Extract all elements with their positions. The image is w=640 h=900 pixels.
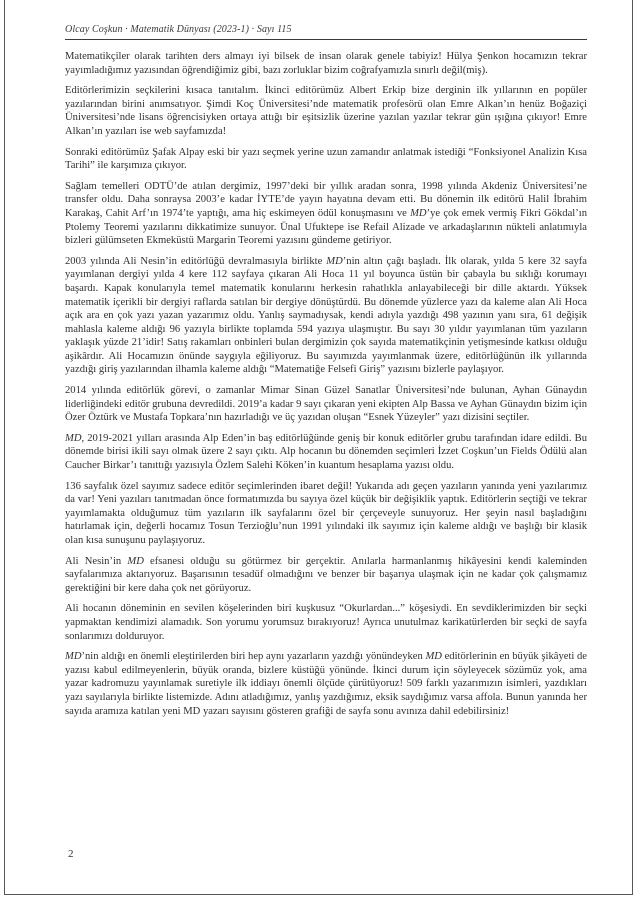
body-text-run: Matematikçiler olarak tarihten ders almayı iyi bilsek de insan olarak genele tabiyiz! Hülya Şenkon hocamızın tekrar yayımladığımız yazısından öğrendiğimiz gibi, bazı zorluklar bizim coğrafyamızla sınırlı değil(miş). (65, 51, 587, 76)
emphasis-text: MD (425, 651, 442, 663)
paragraph (65, 555, 587, 596)
body-text-run: 136 sayfalık özel sayımız sadece editör seçimlerinden ibaret değil! Yukarıda adı geçen yazıların yanında yeni yazılarımız da var! Yeni yazıları tanıtmadan önce formatımızda bu sayıya özel küçük bir değişiklik yaptık. Editörlerin seçtiği ve tekrar yayımlamakta olduğumuz tüm yazıların ilk sayfalarını özel bir çerçeveyle sunuyoruz. Her şeyin nasıl başladığını hatırlamak için, değerli hocamız Tosun Terzioğlu’nun 1991 yılındaki ilk sayımız için kaleme aldığı ve başlığı bir klasik olan kısa sunuşunu paylaşıyoruz. (65, 480, 587, 546)
body-text-run: ’ye çok emek vermiş Fikri Gökdal’ın Ptolemy Teoremi yazılarını dikkatimize sunuyor. Ünal Ufuktepe ise Refail Alizade ve arkadaşlarının nükteli anlatımıyla bizleri gülümseten Ekmeküstü Margarin Teoremi yazısını gündeme getiriyor. (65, 207, 587, 247)
paragraph (65, 480, 587, 548)
paragraph (65, 650, 587, 718)
body-text-run: efsanesi olduğu su götürmez bir gerçektir. Anılarla harmanlanmış hikâyesini kendi kaleminden sayfalarımıza aktarıyoruz. Başarısının tesadüf olmadığını ve benzer bir başarıya ulaşmak için ne kadar çok çalışmamız gerektiğini bir kere daha çok net görüyoruz. (65, 555, 587, 594)
body-text-run: ’nin altın çağı başladı. İlk olarak, yılda 5 kere 32 sayfa yayımlanan dergiyi yılda 4 kere 112 sayfaya çıkaran Ali Hoca 11 yıl boyunca üstün bir çabayla bu sıklığı korumayı başardı. Kapak konularıyla temel matematik konularını herkesin rahatlıkla anlayabileceği bir dille aktardı. Yüksek matematik içerikli bir dergiyi raflarda satılan bir dergiye dönüştürdü. Bu dönemde yüzlerce yazı da kaleme alan Ali Hoca açık ara en çok yazı yazan yazarımız oldu. Yanlış saymadıysak, kendi adıyla yazdığı 498 yazının yanı sıra, 61 değişik mahlasla kaleme aldığı 96 yazıyla birlikte toplamda 594 yazıya ulaşmıştır. Bu sayı 30 yıldır yayımlanan tüm yazıların yaklaşık yüzde 21’idir! Satış rakamları onbinleri bulan dergimizin çok sayıda matematikçinin yetişmesinde katkısı olduğu aşikârdır. Ali Hocamızın önünde saygıyla eğiliyoruz. Bu sayımızda yayımlanmak üzere, editörlüğünün ilk yıllarında yazdığı giriş yazılarından ilhamla kaleme aldığı “Matematiğe Felsefi Giriş” yazısını bizlerle paylaşıyor. (65, 255, 587, 376)
paragraph (65, 146, 587, 173)
body-text-run: Sağlam temelleri ODTÜ’de atılan dergimiz, 1997’deki bir yıllık aradan sonra, 1998 yılında Akdeniz Üniversitesi’ne transfer oldu. Daha sonraysa 2003’e kadar İYTE’de yayın hayatına devam etti. Bu dönemin ilk editörü Halil İbrahim Karakaş, Cahit Arf’ın 1974’te yaptığı, ama hiç eskimeyen ödül konuşmasını ve (65, 180, 587, 219)
body-text-run: , 2019-2021 yılları arasında Alp Eden’in baş editörlüğünde geniş bir konuk editörler grubu tarafından idare edildi. Bu dönemde birisi ikili sayı olmak üzere 2 sayı çıktı. Alp hocanın bu dönemden seçimleri İzzet Coşkun’un Fields Ödülü alan Caucher Birkar’ı tanıttığı yazısıyla Özlem Salehi Köken’in kuantum hesaplama yazısı oldu. (65, 432, 587, 472)
body-text-run: Ali hocanın döneminin en sevilen köşelerinden biri kuşkusuz “Okurlardan...” köşesiydi. En sevdiklerimizden bir seçki yapmaktan kendimizi alamadık. Son yorumu yorumsuz bırakıyoruz! Ayrıca unutulmaz karikatürlerden bir seçki de sayfa sonlarımızı dolduruyor. (65, 603, 587, 642)
emphasis-text: MD (326, 255, 343, 267)
running-header: Olcay Coşkun · Matematik Dünyası (2023-1) · Sayı 115 (65, 24, 292, 35)
emphasis-text: MD (65, 651, 82, 663)
body-text-run: Editörlerimizin seçkilerini kısaca tanıtalım. İkinci editörümüz Albert Erkip bize derginin ilk yıllarının en popüler yazılarından birini anımsatıyor. Şimdi Koç Üniversitesi’nde matematik profesörü olan Emre Alkan’ın henüz Boğaziçi Üniversitesi’nde lisans öğrencisiyken ortaya attığı bir eşitsizlik üzerine yazılan yazılar tekrar gün ışığına çıkıyor! Emre Alkan’ın yazıları ise web sayfamızda! (65, 85, 587, 137)
body-text-run: 2014 yılında editörlük görevi, o zamanlar Mimar Sinan Güzel Sanatlar Üniversitesi’nde bulunan, Ayhan Günaydın liderliğindeki editör grubuna devredildi. 2019’a kadar 9 sayı çıkaran yeni ekipten Alp Bassa ve Ayhan Günaydın bizim için Özer Öztürk ve Mustafa Topkara’nın hazırladığı ve üç yazıdan oluşan “Esnek Yüzeyler” yazı dizisini seçtiler. (65, 385, 587, 424)
body-text-run: editörlerinin en büyük şikâyeti de yazısı kabul edilmeyenlerin, büyük oranda, bizlere küstüğü yönünde. İkinci durum için söyleyecek sözümüz yok, ama yazar kadromuzu yayınlamak suretiyle ilk iddiayı önemli ölçüde çürütüyoruz! 509 farklı yazarımızın isimleri, yazdıkları yazı sayılarıyla birlikte listemizde. Adını atladığımız, yanlış yazdığımız, eksik saydığımız varsa affola. Bunun yanında her sayıda aramıza katılan yeni MD yazarı sayısını gösteren grafiği de sayfa sonu avınıza dahil edebilirsiniz! (65, 651, 587, 717)
header-rule (65, 39, 587, 40)
paragraph (65, 432, 587, 473)
page-content (65, 24, 587, 725)
paragraph (65, 602, 587, 643)
paragraph (65, 180, 587, 248)
emphasis-text: MD (65, 432, 82, 444)
body-text-run: ’nin aldığı en önemli eleştirilerden biri hep aynı yazarların yazdığı yönündeyken (81, 651, 426, 663)
emphasis-text: MD (410, 207, 427, 219)
paragraph (65, 384, 587, 425)
body-text-run: Sonraki editörümüz Şafak Alpay eski bir yazı seçmek yerine uzun zamandır anlatmak istediği “Fonksiyonel Analizin Kısa Tarihi” ile karşımıza çıkıyor. (65, 146, 587, 172)
body-text-run: Ali Nesin’in (65, 555, 128, 567)
emphasis-text: MD (127, 555, 144, 567)
page-number: 2 (68, 848, 74, 860)
paragraph (65, 255, 587, 377)
paragraph (65, 50, 587, 77)
paragraph (65, 84, 587, 138)
body-text-run: 2003 yılında Ali Nesin’in editörlüğü devralmasıyla birlikte (65, 255, 327, 267)
body-text (65, 50, 587, 718)
